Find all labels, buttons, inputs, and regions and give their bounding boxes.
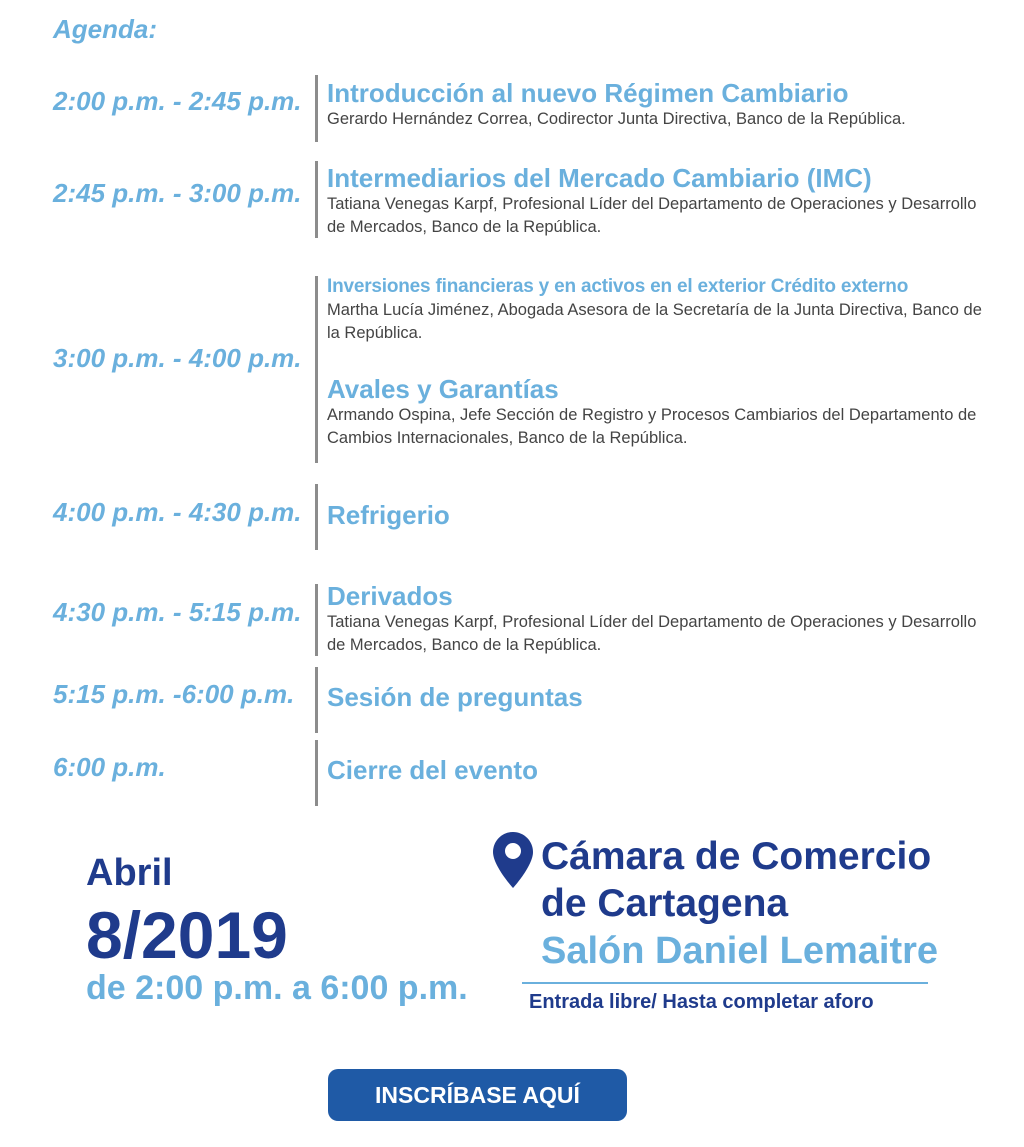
session-speaker: Tatiana Venegas Karpf, Profesional Líder del Departamento de Operaciones y Desarrollo de Mercados, Banco de la República. [327, 195, 977, 236]
divider [315, 75, 318, 142]
venue-name [541, 833, 931, 927]
session-title: Cierre del evento [327, 755, 538, 785]
divider [315, 667, 318, 733]
session-title: Derivados [327, 581, 453, 611]
agenda-session [327, 500, 1007, 530]
agenda-session [327, 581, 987, 657]
divider [315, 584, 318, 656]
time-slot: 2:45 p.m. - 3:00 p.m. [53, 178, 302, 208]
agenda-session [327, 78, 1007, 131]
divider [315, 484, 318, 550]
divider [522, 982, 928, 984]
session-title: Sesión de preguntas [327, 682, 583, 712]
time-slot: 3:00 p.m. - 4:00 p.m. [53, 343, 302, 373]
agenda-session [327, 682, 1007, 712]
agenda-session [327, 163, 987, 239]
time-slot: 6:00 p.m. [53, 752, 166, 782]
session-title: Inversiones financieras y en activos en el exterior Crédito externo [327, 276, 909, 297]
time-slot: 5:15 p.m. -6:00 p.m. [53, 679, 295, 709]
divider [315, 276, 318, 463]
session-speaker: Tatiana Venegas Karpf, Profesional Líder del Departamento de Operaciones y Desarrollo de Mercados, Banco de la República. [327, 613, 977, 654]
register-button[interactable]: INSCRÍBASE AQUÍ [328, 1069, 627, 1121]
session-speaker: Armando Ospina, Jefe Sección de Registro y Procesos Cambiarios del Departamento de Cambios Internacionales, Banco de la República. [327, 406, 977, 447]
entry-note: Entrada libre/ Hasta completar aforo [529, 991, 874, 1013]
time-slot: 4:30 p.m. - 5:15 p.m. [53, 597, 302, 627]
event-month: Abril [86, 852, 173, 894]
agenda-session [327, 275, 992, 450]
event-hours: de 2:00 p.m. a 6:00 p.m. [86, 969, 468, 1007]
time-slot: 2:00 p.m. - 2:45 p.m. [53, 86, 302, 116]
agenda-heading: Agenda: [53, 14, 157, 44]
session-title: Avales y Garantías [327, 374, 559, 404]
event-date: 8/2019 [86, 898, 288, 972]
divider [315, 740, 318, 806]
session-speaker: Martha Lucía Jiménez, Abogada Asesora de la Secretaría de la Junta Directiva, Banco de la República. [327, 301, 982, 342]
agenda-session [327, 755, 1007, 785]
venue-line-1: Cámara de Comercio [541, 835, 932, 878]
venue-room: Salón Daniel Lemaitre [541, 930, 939, 972]
divider [315, 161, 318, 238]
venue-line-2: de Cartagena [541, 882, 789, 925]
session-title: Introducción al nuevo Régimen Cambiario [327, 78, 849, 108]
session-title: Refrigerio [327, 500, 450, 530]
session-title: Intermediarios del Mercado Cambiario (IMC) [327, 163, 872, 193]
session-speaker: Gerardo Hernández Correa, Codirector Junta Directiva, Banco de la República. [327, 110, 906, 128]
location-pin-icon [493, 832, 533, 888]
time-slot: 4:00 p.m. - 4:30 p.m. [53, 497, 302, 527]
